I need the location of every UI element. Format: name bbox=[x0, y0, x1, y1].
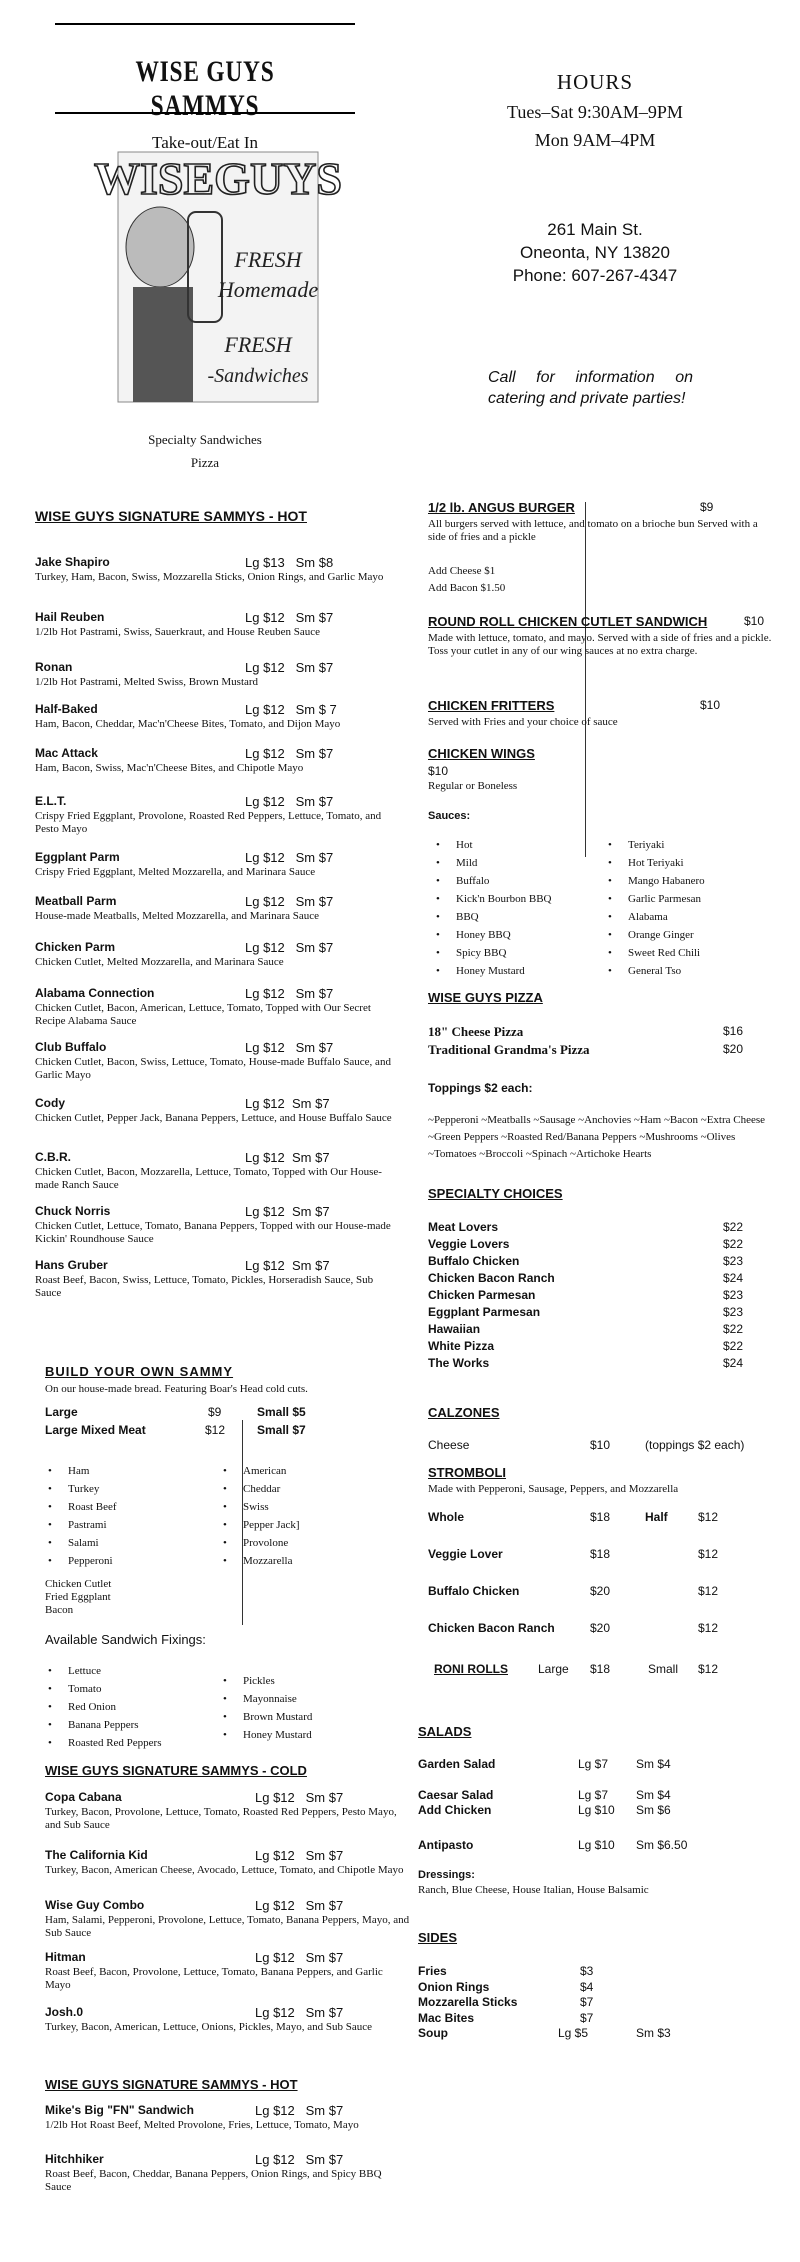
cold-section-title: WISE GUYS SIGNATURE SAMMYS - COLD bbox=[45, 1763, 307, 1778]
salad-name: Garden Salad bbox=[418, 1757, 496, 1771]
pizza-name: 18" Cheese Pizza bbox=[428, 1024, 524, 1039]
item-desc: 1/2lb Hot Pastrami, Melted Swiss, Brown Mustard bbox=[35, 676, 259, 688]
sides-title: SIDES bbox=[418, 1930, 458, 1945]
fixing-item: • Roasted Red Peppers bbox=[40, 1734, 161, 1752]
calzone-name: Cheese bbox=[428, 1438, 470, 1452]
menu-item bbox=[35, 1204, 400, 1246]
stromboli-name: Chicken Bacon Ranch bbox=[428, 1621, 555, 1635]
menu-item bbox=[35, 1258, 400, 1300]
meat-item: • Salami bbox=[40, 1534, 117, 1552]
menu-item bbox=[35, 660, 400, 689]
item-desc: House-made Meatballs, Melted Mozzarella, and Marinara Sauce bbox=[35, 910, 320, 922]
item-price: Lg $12 Sm $7 bbox=[245, 986, 334, 1001]
salads-title: SALADS bbox=[418, 1724, 472, 1739]
item-price: Lg $12 Sm $7 bbox=[255, 1848, 344, 1863]
wiseguys-logo bbox=[94, 152, 342, 402]
fritters-title: CHICKEN FRITTERS bbox=[428, 698, 555, 713]
stromboli-half-price: $12 bbox=[698, 1621, 719, 1635]
item-name: Hitman bbox=[45, 1950, 86, 1964]
item-desc: Chicken Cutlet, Bacon, American, Lettuce, Tomato, Topped with Our Secret Recipe Alabama Sauce bbox=[35, 1002, 371, 1027]
side-name: Fries bbox=[418, 1964, 447, 1978]
specialty-price: $23 bbox=[723, 1288, 744, 1302]
stromboli-name: Whole bbox=[428, 1510, 464, 1524]
item-price: Lg $12 Sm $7 bbox=[255, 2103, 344, 2118]
top-rule bbox=[55, 23, 355, 25]
meat-item: • Ham bbox=[40, 1462, 117, 1480]
item-desc: Roast Beef, Bacon, Swiss, Lettuce, Tomato, Pickles, Horseradish Sauce, Sub Sauce bbox=[35, 1274, 374, 1299]
cheese-item: • American bbox=[215, 1462, 300, 1480]
salad-sm: Sm $6.50 bbox=[636, 1838, 688, 1852]
pizza-title: WISE GUYS PIZZA bbox=[428, 990, 543, 1005]
fixing-item: • Lettuce bbox=[40, 1662, 161, 1680]
byo-title: BUILD YOUR OWN SAMMY bbox=[45, 1364, 234, 1379]
item-desc: Turkey, Bacon, American, Lettuce, Onions, Pickles, Mayo, and Sub Sauce bbox=[45, 2021, 372, 2033]
sauces-right-list bbox=[600, 836, 705, 980]
item-desc: 1/2lb Hot Pastrami, Swiss, Sauerkraut, and House Reuben Sauce bbox=[35, 626, 321, 638]
fritters-desc: Served with Fries and your choice of sauce bbox=[428, 716, 618, 728]
specialty-name: Chicken Bacon Ranch bbox=[428, 1271, 555, 1285]
sauce-item: • Honey Mustard bbox=[428, 962, 551, 980]
angus-add-bacon: Add Bacon $1.50 bbox=[428, 582, 506, 594]
soup-lg: Lg $5 bbox=[558, 2026, 589, 2040]
specialty-price: $22 bbox=[723, 1220, 744, 1234]
item-price: Lg $12 Sm $7 bbox=[245, 660, 334, 675]
item-name: Hans Gruber bbox=[35, 1258, 108, 1272]
menu-item bbox=[35, 1040, 400, 1082]
specialty-name: Buffalo Chicken bbox=[428, 1254, 520, 1268]
item-desc: Chicken Cutlet, Lettuce, Tomato, Banana Peppers, Topped with our House-made Kickin' Roundhouse Sauce bbox=[35, 1220, 391, 1245]
item-price: Lg $12 Sm $7 bbox=[245, 1150, 330, 1165]
extra-item: Bacon bbox=[45, 1604, 74, 1616]
specialty-price: $24 bbox=[723, 1271, 744, 1285]
specialty-name: Meat Lovers bbox=[428, 1220, 499, 1234]
salad-lg: Lg $7 bbox=[578, 1788, 609, 1802]
item-desc: Turkey, Bacon, American Cheese, Avocado, Lettuce, Tomato, and Chipotle Mayo bbox=[45, 1864, 404, 1876]
specialty-price: $23 bbox=[723, 1305, 744, 1319]
item-price: Lg $12 Sm $7 bbox=[245, 940, 334, 955]
sauce-item: • Hot Teriyaki bbox=[600, 854, 705, 872]
angus-desc: All burgers served with lettuce, and tomato on a brioche bun Served with a side of fries and a pickle bbox=[428, 518, 758, 543]
menu-item bbox=[35, 702, 400, 731]
item-name: Club Buffalo bbox=[35, 1040, 107, 1054]
item-price: Lg $12 Sm $7 bbox=[255, 1898, 344, 1913]
byo-small-price: Small $5 bbox=[257, 1405, 306, 1419]
roni-large: Large bbox=[538, 1662, 569, 1676]
salad-lg: Lg $7 bbox=[578, 1757, 609, 1771]
sauce-item: • Alabama bbox=[600, 908, 705, 926]
stromboli-half-price: $12 bbox=[698, 1510, 719, 1524]
address-phone: Phone: 607-267-4347 bbox=[512, 266, 678, 285]
logo-line4: -Sandwiches bbox=[207, 365, 309, 387]
meat-item: • Roast Beef bbox=[40, 1498, 117, 1516]
item-name: Alabama Connection bbox=[35, 986, 155, 1000]
menu-item bbox=[35, 1096, 400, 1125]
stromboli-name: Veggie Lover bbox=[428, 1547, 503, 1561]
item-desc: Chicken Cutlet, Bacon, Swiss, Lettuce, Tomato, House-made Buffalo Sauce, and Garlic Mayo bbox=[35, 1056, 391, 1081]
item-name: Hitchhiker bbox=[45, 2152, 104, 2166]
side-name: Onion Rings bbox=[418, 1979, 490, 1994]
item-name: Chuck Norris bbox=[35, 1204, 111, 1218]
side-name: Mac Bites bbox=[418, 2010, 475, 2025]
roundroll-desc: Made with lettuce, tomato, and mayo. Served with a side of fries and a pickle. Toss your cutlet in any of our wing sauces at no extra charge. bbox=[428, 632, 772, 657]
angus-price: $9 bbox=[700, 500, 714, 514]
roni-small: Small bbox=[648, 1662, 679, 1676]
wings-price: $10 bbox=[428, 764, 449, 778]
meat-item: • Turkey bbox=[40, 1480, 117, 1498]
sauce-item: • Garlic Parmesan bbox=[600, 890, 705, 908]
item-desc: Roast Beef, Bacon, Cheddar, Banana Peppers, Onion Rings, and Spicy BBQ Sauce bbox=[45, 2168, 382, 2193]
byo-lmm-label: Large Mixed Meat bbox=[45, 1423, 146, 1437]
menu-item bbox=[45, 1790, 410, 1832]
menu-item bbox=[35, 986, 400, 1028]
item-price: Lg $12 Sm $7 bbox=[245, 746, 334, 761]
hours-monday: Mon 9AM–4PM bbox=[534, 130, 656, 150]
takeout-label: Take-out/Eat In bbox=[152, 133, 258, 152]
specialty-name: Chicken Parmesan bbox=[428, 1288, 536, 1302]
sauce-item: • Teriyaki bbox=[600, 836, 705, 854]
stromboli-desc: Made with Pepperoni, Sausage, Peppers, and Mozzarella bbox=[428, 1483, 679, 1495]
hot-section-title: WISE GUYS SIGNATURE SAMMYS - HOT bbox=[35, 508, 307, 524]
hours-weekday: Tues–Sat 9:30AM–9PM bbox=[507, 102, 683, 122]
logo-main: WISEGUYS bbox=[94, 153, 342, 204]
pizza-price: $20 bbox=[723, 1042, 744, 1056]
address-street: 261 Main St. bbox=[547, 220, 643, 239]
specialty-title: SPECIALTY CHOICES bbox=[428, 1186, 563, 1201]
item-desc: 1/2lb Hot Roast Beef, Melted Provolone, Fries, Lettuce, Tomato, Mayo bbox=[45, 2119, 359, 2131]
item-name: The California Kid bbox=[45, 1848, 148, 1862]
calzone-note: (toppings $2 each) bbox=[645, 1438, 745, 1452]
sauce-item: • Kick'n Bourbon BBQ bbox=[428, 890, 551, 908]
sauces-left-list bbox=[428, 836, 551, 980]
item-name: Copa Cabana bbox=[45, 1790, 122, 1804]
item-desc: Chicken Cutlet, Pepper Jack, Banana Peppers, Lettuce, and House Buffalo Sauce bbox=[35, 1112, 392, 1124]
sauce-item: • Orange Ginger bbox=[600, 926, 705, 944]
byo-large-price: $9 bbox=[208, 1405, 222, 1419]
angus-add-cheese: Add Cheese $1 bbox=[428, 565, 496, 577]
menu-item bbox=[35, 746, 400, 775]
menu-item bbox=[35, 794, 400, 836]
specialty-price: $23 bbox=[723, 1254, 744, 1268]
menu-item bbox=[45, 2103, 410, 2132]
item-price: Lg $12 Sm $7 bbox=[245, 894, 334, 909]
roundroll-price: $10 bbox=[744, 614, 765, 628]
logo-line1: FRESH bbox=[234, 247, 302, 272]
item-name: Josh.0 bbox=[45, 2005, 84, 2019]
pizza-name: Traditional Grandma's Pizza bbox=[428, 1042, 590, 1057]
item-name: Jake Shapiro bbox=[35, 555, 110, 569]
item-price: Lg $12 Sm $7 bbox=[245, 1096, 330, 1111]
specialty-price: $22 bbox=[723, 1322, 744, 1336]
tagline-sandwiches: Specialty Sandwiches bbox=[148, 432, 262, 447]
specialty-price: $22 bbox=[723, 1339, 744, 1353]
toppings-title: Toppings $2 each: bbox=[428, 1081, 533, 1095]
logo-line3: FRESH bbox=[224, 332, 292, 357]
calzones-title: CALZONES bbox=[428, 1405, 500, 1420]
stromboli-name: Buffalo Chicken bbox=[428, 1584, 520, 1598]
stromboli-whole-price: $18 bbox=[590, 1547, 611, 1561]
item-name: C.B.R. bbox=[35, 1150, 71, 1164]
salad-lg: Lg $10 bbox=[578, 1803, 615, 1817]
side-price: $7 bbox=[580, 2010, 594, 2025]
salad-sm: Sm $4 bbox=[636, 1788, 671, 1802]
item-name: Ronan bbox=[35, 660, 73, 674]
menu-item bbox=[35, 1150, 400, 1192]
menu-item bbox=[35, 940, 400, 969]
right-divider bbox=[585, 502, 586, 857]
item-name: E.L.T. bbox=[35, 794, 67, 808]
angus-title: 1/2 lb. ANGUS BURGER bbox=[428, 500, 575, 515]
cheese-list bbox=[215, 1462, 300, 1570]
catering-note: Call for information on catering and private parties! bbox=[488, 369, 693, 407]
extras-list bbox=[45, 1578, 111, 1617]
item-name: Meatball Parm bbox=[35, 894, 117, 908]
item-name: Mac Attack bbox=[35, 746, 98, 760]
soup-sm: Sm $3 bbox=[636, 2026, 671, 2040]
extra-item: Fried Eggplant bbox=[45, 1591, 111, 1603]
item-price: Lg $12 Sm $7 bbox=[245, 610, 334, 625]
sauce-item: • Mango Habanero bbox=[600, 872, 705, 890]
stromboli-whole-price: $20 bbox=[590, 1621, 611, 1635]
wings-desc: Regular or Boneless bbox=[428, 780, 518, 792]
fixing-item: • Honey Mustard bbox=[215, 1726, 312, 1744]
fixing-item: • Brown Mustard bbox=[215, 1708, 312, 1726]
roni-name: RONI ROLLS bbox=[434, 1662, 508, 1676]
item-price: Lg $12 Sm $7 bbox=[245, 794, 334, 809]
stromboli-half-label: Half bbox=[645, 1510, 668, 1524]
fixing-item: • Mayonnaise bbox=[215, 1690, 312, 1708]
salad-name: Antipasto bbox=[418, 1838, 474, 1852]
item-price: Lg $12 Sm $7 bbox=[255, 1950, 344, 1965]
menu-item bbox=[35, 850, 400, 879]
salad-sm: Sm $4 bbox=[636, 1757, 671, 1771]
wings-title: CHICKEN WINGS bbox=[428, 746, 535, 761]
item-desc: Crispy Fried Eggplant, Provolone, Roasted Red Peppers, Lettuce, Tomato, and Pesto Mayo bbox=[35, 810, 382, 835]
item-name: Half-Baked bbox=[35, 702, 98, 716]
side-price: $3 bbox=[580, 1964, 594, 1978]
dressings-list: Ranch, Blue Cheese, House Italian, House Balsamic bbox=[418, 1884, 649, 1896]
calzone-price: $10 bbox=[590, 1438, 611, 1452]
item-price: Lg $12 Sm $7 bbox=[255, 2152, 344, 2167]
specialty-name: Hawaiian bbox=[428, 1322, 481, 1336]
sauce-item: • Hot bbox=[428, 836, 551, 854]
stromboli-half-price: $12 bbox=[698, 1547, 719, 1561]
side-price: $4 bbox=[580, 1979, 594, 1994]
cheese-item: • Swiss bbox=[215, 1498, 300, 1516]
meat-list bbox=[40, 1462, 117, 1570]
fixings-right-list bbox=[215, 1672, 312, 1744]
toppings-list: ~Pepperoni ~Meatballs ~Sausage ~Anchovies ~Ham ~Bacon ~Extra Cheese ~Green Peppers ~Roasted Red/Banana Peppers ~Mushrooms ~Olives ~Tomatoes ~Broccoli ~Spinach ~Artichoke Hearts bbox=[428, 1114, 766, 1160]
byo-lmm-price: $12 bbox=[205, 1423, 226, 1437]
item-desc: Ham, Salami, Pepperoni, Provolone, Lettuce, Tomato, Banana Peppers, Mayo, and Sub Sauce bbox=[45, 1914, 410, 1939]
brand-title: WISE GUYS SAMMYS bbox=[135, 55, 275, 122]
dressings-title: Dressings: bbox=[418, 1869, 475, 1881]
specialty-price: $24 bbox=[723, 1356, 744, 1370]
item-desc: Ham, Bacon, Cheddar, Mac'n'Cheese Bites, Tomato, and Dijon Mayo bbox=[35, 718, 341, 730]
fixing-item: • Pickles bbox=[215, 1672, 312, 1690]
byo-small-mixed-price: Small $7 bbox=[257, 1423, 306, 1437]
sauce-item: • Buffalo bbox=[428, 872, 551, 890]
byo-subtitle: On our house-made bread. Featuring Boar's Head cold cuts. bbox=[45, 1383, 308, 1395]
roni-small-price: $12 bbox=[698, 1662, 719, 1676]
address-city: Oneonta, NY 13820 bbox=[520, 243, 670, 262]
sauces-title: Sauces: bbox=[428, 810, 471, 822]
salad-name: Caesar Salad bbox=[418, 1788, 494, 1802]
sauce-item: • BBQ bbox=[428, 908, 551, 926]
menu-item bbox=[45, 1950, 410, 1992]
fixings-title: Available Sandwich Fixings: bbox=[45, 1632, 206, 1647]
item-desc: Turkey, Bacon, Provolone, Lettuce, Tomato, Roasted Red Peppers, Pesto Mayo, and Sub Sauce bbox=[45, 1806, 397, 1831]
specialty-price: $22 bbox=[723, 1237, 744, 1251]
item-desc: Chicken Cutlet, Melted Mozzarella, and Marinara Sauce bbox=[35, 956, 284, 968]
menu-item bbox=[35, 610, 400, 639]
stromboli-half-price: $12 bbox=[698, 1584, 719, 1598]
sauce-item: • Honey BBQ bbox=[428, 926, 551, 944]
item-name: Hail Reuben bbox=[35, 610, 105, 624]
fixing-item: • Red Onion bbox=[40, 1698, 161, 1716]
stromboli-whole-price: $18 bbox=[590, 1510, 611, 1524]
item-price: Lg $12 Sm $7 bbox=[255, 1790, 344, 1805]
salad-sm: Sm $6 bbox=[636, 1803, 671, 1817]
hours-title: HOURS bbox=[556, 70, 634, 94]
item-desc: Crispy Fried Eggplant, Melted Mozzarella, and Marinara Sauce bbox=[35, 866, 316, 878]
specialty-name: White Pizza bbox=[428, 1339, 495, 1353]
menu-item bbox=[45, 1848, 410, 1877]
cheese-item: • Provolone bbox=[215, 1534, 300, 1552]
fixings-left-list bbox=[40, 1662, 161, 1752]
item-name: Chicken Parm bbox=[35, 940, 116, 954]
hot2-section-title: WISE GUYS SIGNATURE SAMMYS - HOT bbox=[45, 2077, 298, 2092]
item-name: Cody bbox=[35, 1096, 65, 1110]
specialty-name: Eggplant Parmesan bbox=[428, 1305, 541, 1319]
meat-item: • Pastrami bbox=[40, 1516, 117, 1534]
item-price: Lg $12 Sm $7 bbox=[245, 1204, 330, 1219]
specialty-name: The Works bbox=[428, 1356, 490, 1370]
item-price: Lg $12 Sm $ 7 bbox=[245, 702, 337, 717]
stromboli-whole-price: $20 bbox=[590, 1584, 611, 1598]
side-price: $7 bbox=[580, 1995, 594, 2009]
sauce-item: • Spicy BBQ bbox=[428, 944, 551, 962]
item-price: Lg $12 Sm $7 bbox=[245, 1040, 334, 1055]
stromboli-title: STROMBOLI bbox=[428, 1465, 506, 1480]
item-price: Lg $12 Sm $7 bbox=[255, 2005, 344, 2020]
item-desc: Chicken Cutlet, Bacon, Mozzarella, Lettuce, Tomato, Topped with Our House-made Ranch Sauce bbox=[35, 1166, 382, 1191]
logo-line2: Homemade bbox=[217, 277, 319, 302]
item-price: Lg $12 Sm $7 bbox=[245, 850, 334, 865]
meat-item: • Pepperoni bbox=[40, 1552, 117, 1570]
menu-item bbox=[45, 2152, 410, 2194]
pizza-price: $16 bbox=[723, 1024, 744, 1038]
fixing-item: • Banana Peppers bbox=[40, 1716, 161, 1734]
item-name: Eggplant Parm bbox=[35, 850, 120, 864]
menu-item bbox=[45, 2005, 410, 2034]
cheese-item: • Pepper Jack] bbox=[215, 1516, 300, 1534]
menu-item bbox=[45, 1898, 410, 1940]
roundroll-title: ROUND ROLL CHICKEN CUTLET SANDWICH bbox=[428, 614, 708, 629]
cheese-item: • Mozzarella bbox=[215, 1552, 300, 1570]
cheese-item: • Cheddar bbox=[215, 1480, 300, 1498]
menu-item bbox=[35, 894, 400, 923]
item-price: Lg $13 Sm $8 bbox=[245, 555, 334, 570]
sauce-item: • Mild bbox=[428, 854, 551, 872]
extra-item: Chicken Cutlet bbox=[45, 1578, 112, 1590]
salad-lg: Lg $10 bbox=[578, 1838, 615, 1852]
soup-name: Soup bbox=[418, 2026, 448, 2040]
item-price: Lg $12 Sm $7 bbox=[245, 1258, 330, 1273]
sauce-item: • Sweet Red Chili bbox=[600, 944, 705, 962]
item-name: Mike's Big "FN" Sandwich bbox=[45, 2103, 194, 2117]
tagline-pizza: Pizza bbox=[190, 455, 220, 470]
salad-name: Add Chicken bbox=[418, 1803, 492, 1817]
specialty-name: Veggie Lovers bbox=[428, 1237, 510, 1251]
item-desc: Turkey, Ham, Bacon, Swiss, Mozzarella Sticks, Onion Rings, and Garlic Mayo bbox=[35, 571, 384, 583]
side-name: Mozzarella Sticks bbox=[418, 1995, 518, 2009]
fixing-item: • Tomato bbox=[40, 1680, 161, 1698]
brand-underline bbox=[55, 112, 355, 114]
byo-large-label: Large bbox=[45, 1405, 78, 1419]
item-desc: Ham, Bacon, Swiss, Mac'n'Cheese Bites, and Chipotle Mayo bbox=[35, 762, 304, 774]
roni-large-price: $18 bbox=[590, 1662, 611, 1676]
item-name: Wise Guy Combo bbox=[45, 1898, 145, 1912]
sauce-item: • General Tso bbox=[600, 962, 705, 980]
menu-item bbox=[35, 555, 400, 584]
fritters-price: $10 bbox=[700, 698, 721, 712]
item-desc: Roast Beef, Bacon, Provolone, Lettuce, Tomato, Banana Peppers, and Garlic Mayo bbox=[45, 1966, 383, 1991]
